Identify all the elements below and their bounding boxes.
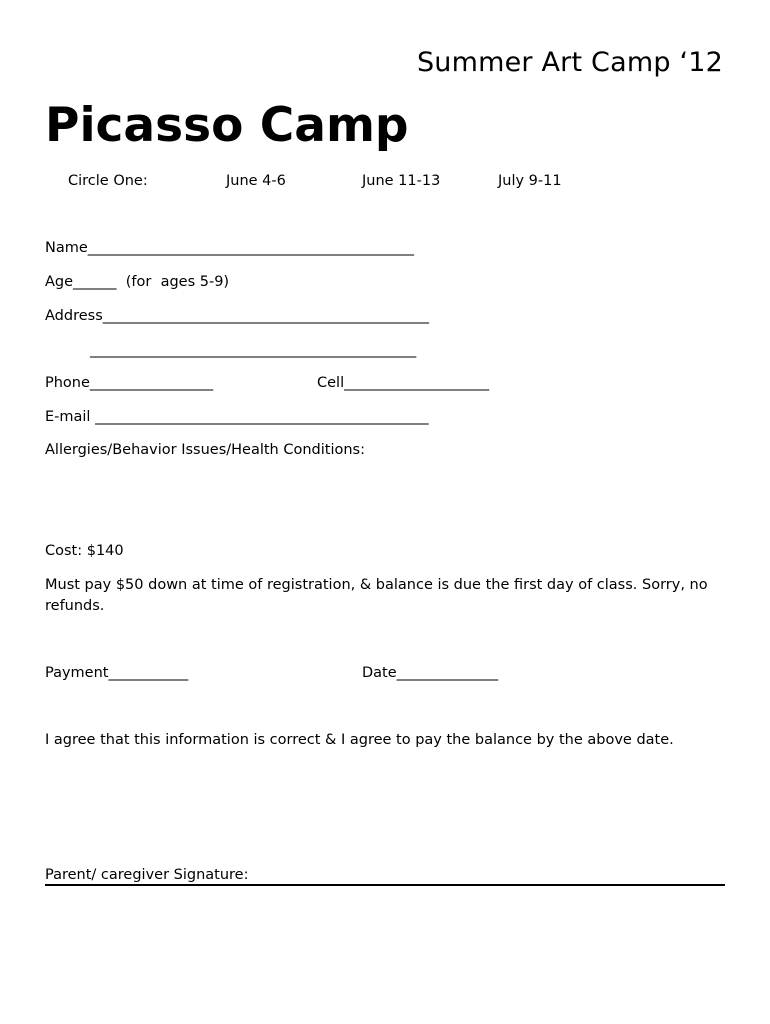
- signature-line[interactable]: [45, 884, 725, 886]
- session-option-june-4-6[interactable]: June 4-6: [226, 173, 286, 189]
- session-label: Circle One:: [68, 173, 148, 189]
- form-title: Picasso Camp: [45, 98, 409, 153]
- phone-field[interactable]: Phone_________________: [45, 375, 214, 391]
- signature-label: Parent/ caregiver Signature:: [45, 867, 249, 883]
- cost-text: Cost: $140: [45, 543, 124, 559]
- cell-field[interactable]: Cell____________________: [317, 375, 490, 391]
- form-subtitle: Summer Art Camp ‘12: [416, 47, 723, 78]
- session-option-july-9-11[interactable]: July 9-11: [498, 173, 562, 189]
- agreement-text: I agree that this information is correct & I agree to pay the balance by the above date.: [45, 732, 674, 748]
- session-option-june-11-13[interactable]: June 11-13: [362, 173, 441, 189]
- address-field[interactable]: Address_____________________________________________: [45, 308, 429, 324]
- allergies-label: Allergies/Behavior Issues/Health Conditions:: [45, 442, 365, 458]
- age-field[interactable]: Age______ (for ages 5-9): [45, 274, 230, 290]
- name-field[interactable]: Name_____________________________________________: [45, 240, 415, 256]
- payment-terms: Must pay $50 down at time of registration, & balance is due the first day of class. Sorry, no refunds.: [45, 577, 708, 614]
- payment-field[interactable]: Payment___________: [45, 665, 189, 681]
- email-field[interactable]: E-mail ______________________________________________: [45, 409, 429, 425]
- date-field[interactable]: Date______________: [362, 665, 499, 681]
- address-line2-field[interactable]: _____________________________________________: [90, 342, 417, 358]
